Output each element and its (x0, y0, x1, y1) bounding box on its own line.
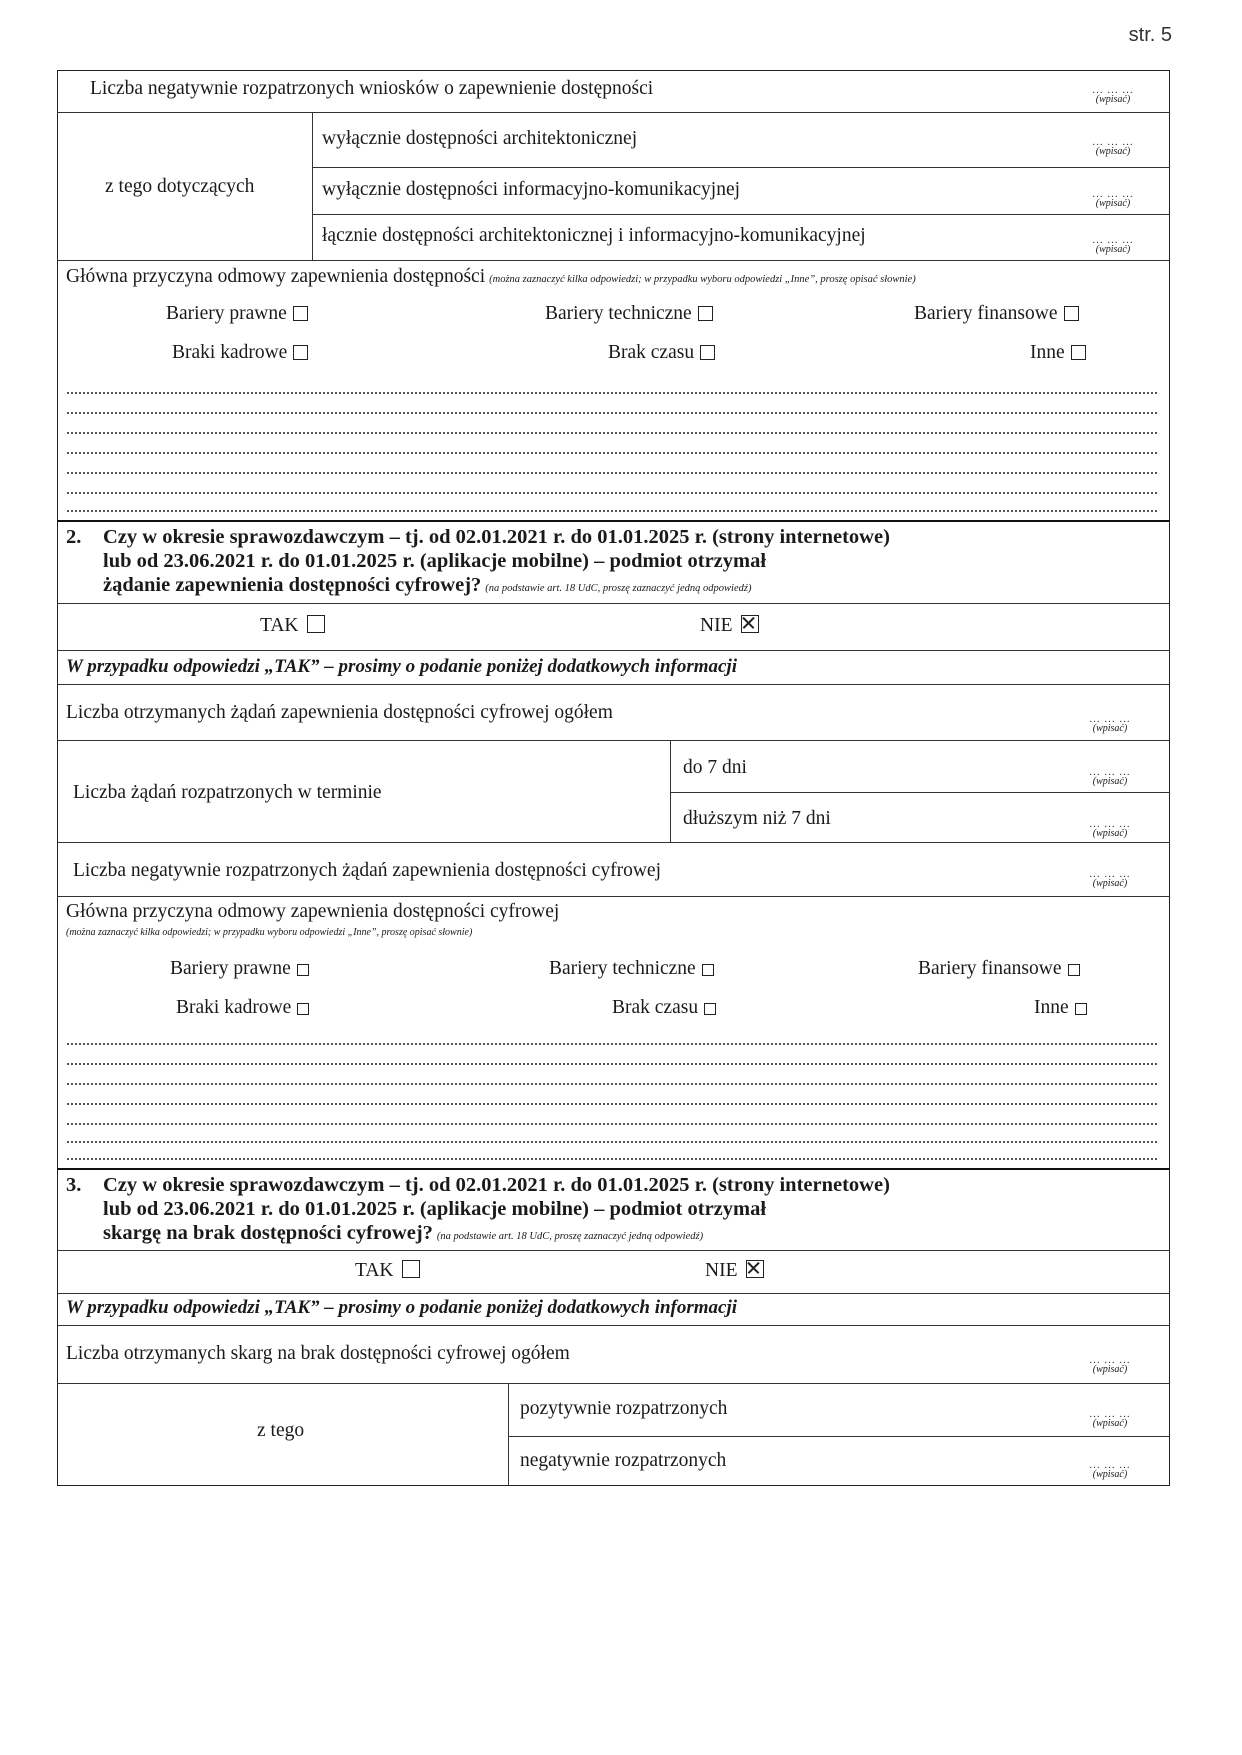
description-line[interactable] (67, 1103, 1157, 1105)
section3-number: 3. (66, 1174, 82, 1196)
wpisac-field[interactable]: ... ... ... (wpisać) (1092, 188, 1134, 209)
section3-if-yes-note: W przypadku odpowiedzi „TAK” – prosimy o podanie poniżej dodatkowych informacji (66, 1297, 738, 1318)
description-line[interactable] (67, 1063, 1157, 1065)
description-line[interactable] (67, 472, 1157, 474)
wpisac-field[interactable]: ... ... ... (wpisać) (1092, 234, 1134, 255)
row-divider (57, 740, 1170, 741)
option-staff-shortage[interactable]: Braki kadrowe (172, 342, 308, 364)
wpisac-field[interactable]: ... ... ... (wpisać) (1089, 766, 1131, 787)
checkbox-icon (297, 1003, 309, 1015)
checkbox-icon (702, 964, 714, 976)
of-which-label: z tego dotyczących (105, 176, 255, 197)
wpisac-field[interactable]: ... ... ... (wpisać) (1089, 1354, 1131, 1375)
checkbox-icon (402, 1260, 420, 1278)
row-divider (57, 896, 1170, 897)
description-line[interactable] (67, 510, 1157, 512)
row-combined: łącznie dostępności architektonicznej i informacyjno-komunikacyjnej (322, 225, 866, 246)
checkbox-icon (704, 1003, 716, 1015)
complaints-negative-row: negatywnie rozpatrzonych (520, 1450, 727, 1471)
reason-heading: Główna przyczyna odmowy zapewnienia dostępności (można zaznaczyć kilka odpowiedzi; w przypadku wyboru odpowiedzi „Inne”, proszę opisać słownie) (66, 266, 916, 287)
row-divider (508, 1436, 1170, 1437)
option-legal-barriers[interactable]: Bariery prawne (166, 303, 308, 325)
wpisac-field[interactable]: ... ... ... (wpisać) (1089, 868, 1131, 889)
row-divider (57, 603, 1170, 604)
checkbox-icon (293, 345, 308, 360)
negative-requests-label: Liczba negatywnie rozpatrzonych żądań zapewnienia dostępności cyfrowej (73, 860, 661, 881)
description-line[interactable] (67, 1043, 1157, 1045)
checkbox-icon (1075, 1003, 1087, 1015)
option-other[interactable]: Inne (1030, 342, 1086, 364)
wpisac-field[interactable]: ... ... ... (wpisać) (1092, 136, 1134, 157)
wpisac-field[interactable]: ... ... ... (wpisać) (1092, 84, 1134, 105)
row-divider (57, 1325, 1170, 1326)
row-divider (57, 684, 1170, 685)
description-line[interactable] (67, 412, 1157, 414)
checkbox-icon (700, 345, 715, 360)
wpisac-field[interactable]: ... ... ... (wpisać) (1089, 1408, 1131, 1429)
description-line[interactable] (67, 1083, 1157, 1085)
in-time-longer-7-days: dłuższym niż 7 dni (683, 808, 831, 829)
wpisac-field[interactable]: ... ... ... (wpisać) (1089, 1459, 1131, 1480)
row-divider (312, 167, 1170, 168)
row-divider (57, 260, 1170, 261)
section2-reason-title: Główna przyczyna odmowy zapewnienia dostępności cyfrowej (66, 901, 560, 922)
option-technical-barriers[interactable]: Bariery techniczne (549, 958, 714, 980)
checkbox-icon (297, 964, 309, 976)
checkbox-icon (1071, 345, 1086, 360)
column-divider (670, 740, 671, 842)
section2-no-option[interactable]: NIE (700, 615, 759, 637)
in-time-7-days: do 7 dni (683, 757, 747, 778)
processed-in-time-label: Liczba żądań rozpatrzonych w terminie (73, 782, 382, 803)
row-information: wyłącznie dostępności informacyjno-komunikacyjnej (322, 179, 741, 200)
section2-reason-note: (można zaznaczyć kilka odpowiedzi; w przypadku wyboru odpowiedzi „Inne”, proszę opisać słownie) (66, 927, 473, 938)
checkbox-icon (293, 306, 308, 321)
checked-checkbox-icon (741, 615, 759, 633)
received-requests-label: Liczba otrzymanych żądań zapewnienia dostępności cyfrowej ogółem (66, 702, 613, 723)
row-divider (312, 214, 1170, 215)
section3-question-line3: skargę na brak dostępności cyfrowej? (na podstawie art. 18 UdC, proszę zaznaczyć jedną odpowiedź) (103, 1222, 704, 1244)
row-divider (57, 650, 1170, 651)
description-line[interactable] (67, 1123, 1157, 1125)
section2-if-yes-note: W przypadku odpowiedzi „TAK” – prosimy o podanie poniżej dodatkowych informacji (66, 656, 738, 677)
row-divider (57, 1293, 1170, 1294)
row-divider (670, 792, 1170, 793)
section2-question-line3: żądanie zapewnienia dostępności cyfrowej? (na podstawie art. 18 UdC, proszę zaznaczyć jedną odpowiedź) (103, 574, 752, 596)
section2-question-line2: lub od 23.06.2021 r. do 01.01.2025 r. (aplikacje mobilne) – podmiot otrzymał (103, 550, 767, 572)
description-line[interactable] (67, 1158, 1157, 1160)
row-divider (57, 842, 1170, 843)
row-architectural: wyłącznie dostępności architektonicznej (322, 128, 638, 149)
option-other[interactable]: Inne (1034, 997, 1087, 1019)
row-divider (57, 112, 1170, 113)
checkbox-icon (1064, 306, 1079, 321)
section3-yes-option[interactable]: TAK (355, 1260, 420, 1282)
page-number: str. 5 (1128, 24, 1172, 46)
received-complaints-label: Liczba otrzymanych skarg na brak dostępności cyfrowej ogółem (66, 1343, 570, 1364)
option-lack-of-time[interactable]: Brak czasu (612, 997, 716, 1019)
description-line[interactable] (67, 492, 1157, 494)
checkbox-icon (698, 306, 713, 321)
description-line[interactable] (67, 452, 1157, 454)
option-financial-barriers[interactable]: Bariery finansowe (914, 303, 1079, 325)
checkbox-icon (1068, 964, 1080, 976)
option-staff-shortage[interactable]: Braki kadrowe (176, 997, 309, 1019)
section3-question-line1: Czy w okresie sprawozdawczym – tj. od 02.01.2021 r. do 01.01.2025 r. (strony internetowe) (103, 1174, 890, 1196)
row-divider (57, 1250, 1170, 1251)
checked-checkbox-icon (746, 1260, 764, 1278)
description-line[interactable] (67, 432, 1157, 434)
complaints-positive-row: pozytywnie rozpatrzonych (520, 1398, 728, 1419)
checkbox-icon (307, 615, 325, 633)
section-divider (57, 520, 1170, 522)
option-financial-barriers[interactable]: Bariery finansowe (918, 958, 1080, 980)
complaints-of-which-label: z tego (257, 1420, 305, 1441)
wpisac-field[interactable]: ... ... ... (wpisać) (1089, 818, 1131, 839)
row-divider (57, 1383, 1170, 1384)
description-line[interactable] (67, 1141, 1157, 1143)
option-lack-of-time[interactable]: Brak czasu (608, 342, 715, 364)
section-divider (57, 1168, 1170, 1170)
section2-question-line1: Czy w okresie sprawozdawczym – tj. od 02.01.2021 r. do 01.01.2025 r. (strony internetowe) (103, 526, 890, 548)
section2-yes-option[interactable]: TAK (260, 615, 325, 637)
section3-no-option[interactable]: NIE (705, 1260, 764, 1282)
column-divider (508, 1383, 509, 1486)
section3-question-line2: lub od 23.06.2021 r. do 01.01.2025 r. (aplikacje mobilne) – podmiot otrzymał (103, 1198, 767, 1220)
option-legal-barriers[interactable]: Bariery prawne (170, 958, 309, 980)
wpisac-field[interactable]: ... ... ... (wpisać) (1089, 713, 1131, 734)
description-line[interactable] (67, 392, 1157, 394)
option-technical-barriers[interactable]: Bariery techniczne (545, 303, 713, 325)
column-divider (312, 112, 313, 260)
negative-applications-label: Liczba negatywnie rozpatrzonych wniosków o zapewnienie dostępności (90, 78, 654, 99)
section2-number: 2. (66, 526, 82, 548)
